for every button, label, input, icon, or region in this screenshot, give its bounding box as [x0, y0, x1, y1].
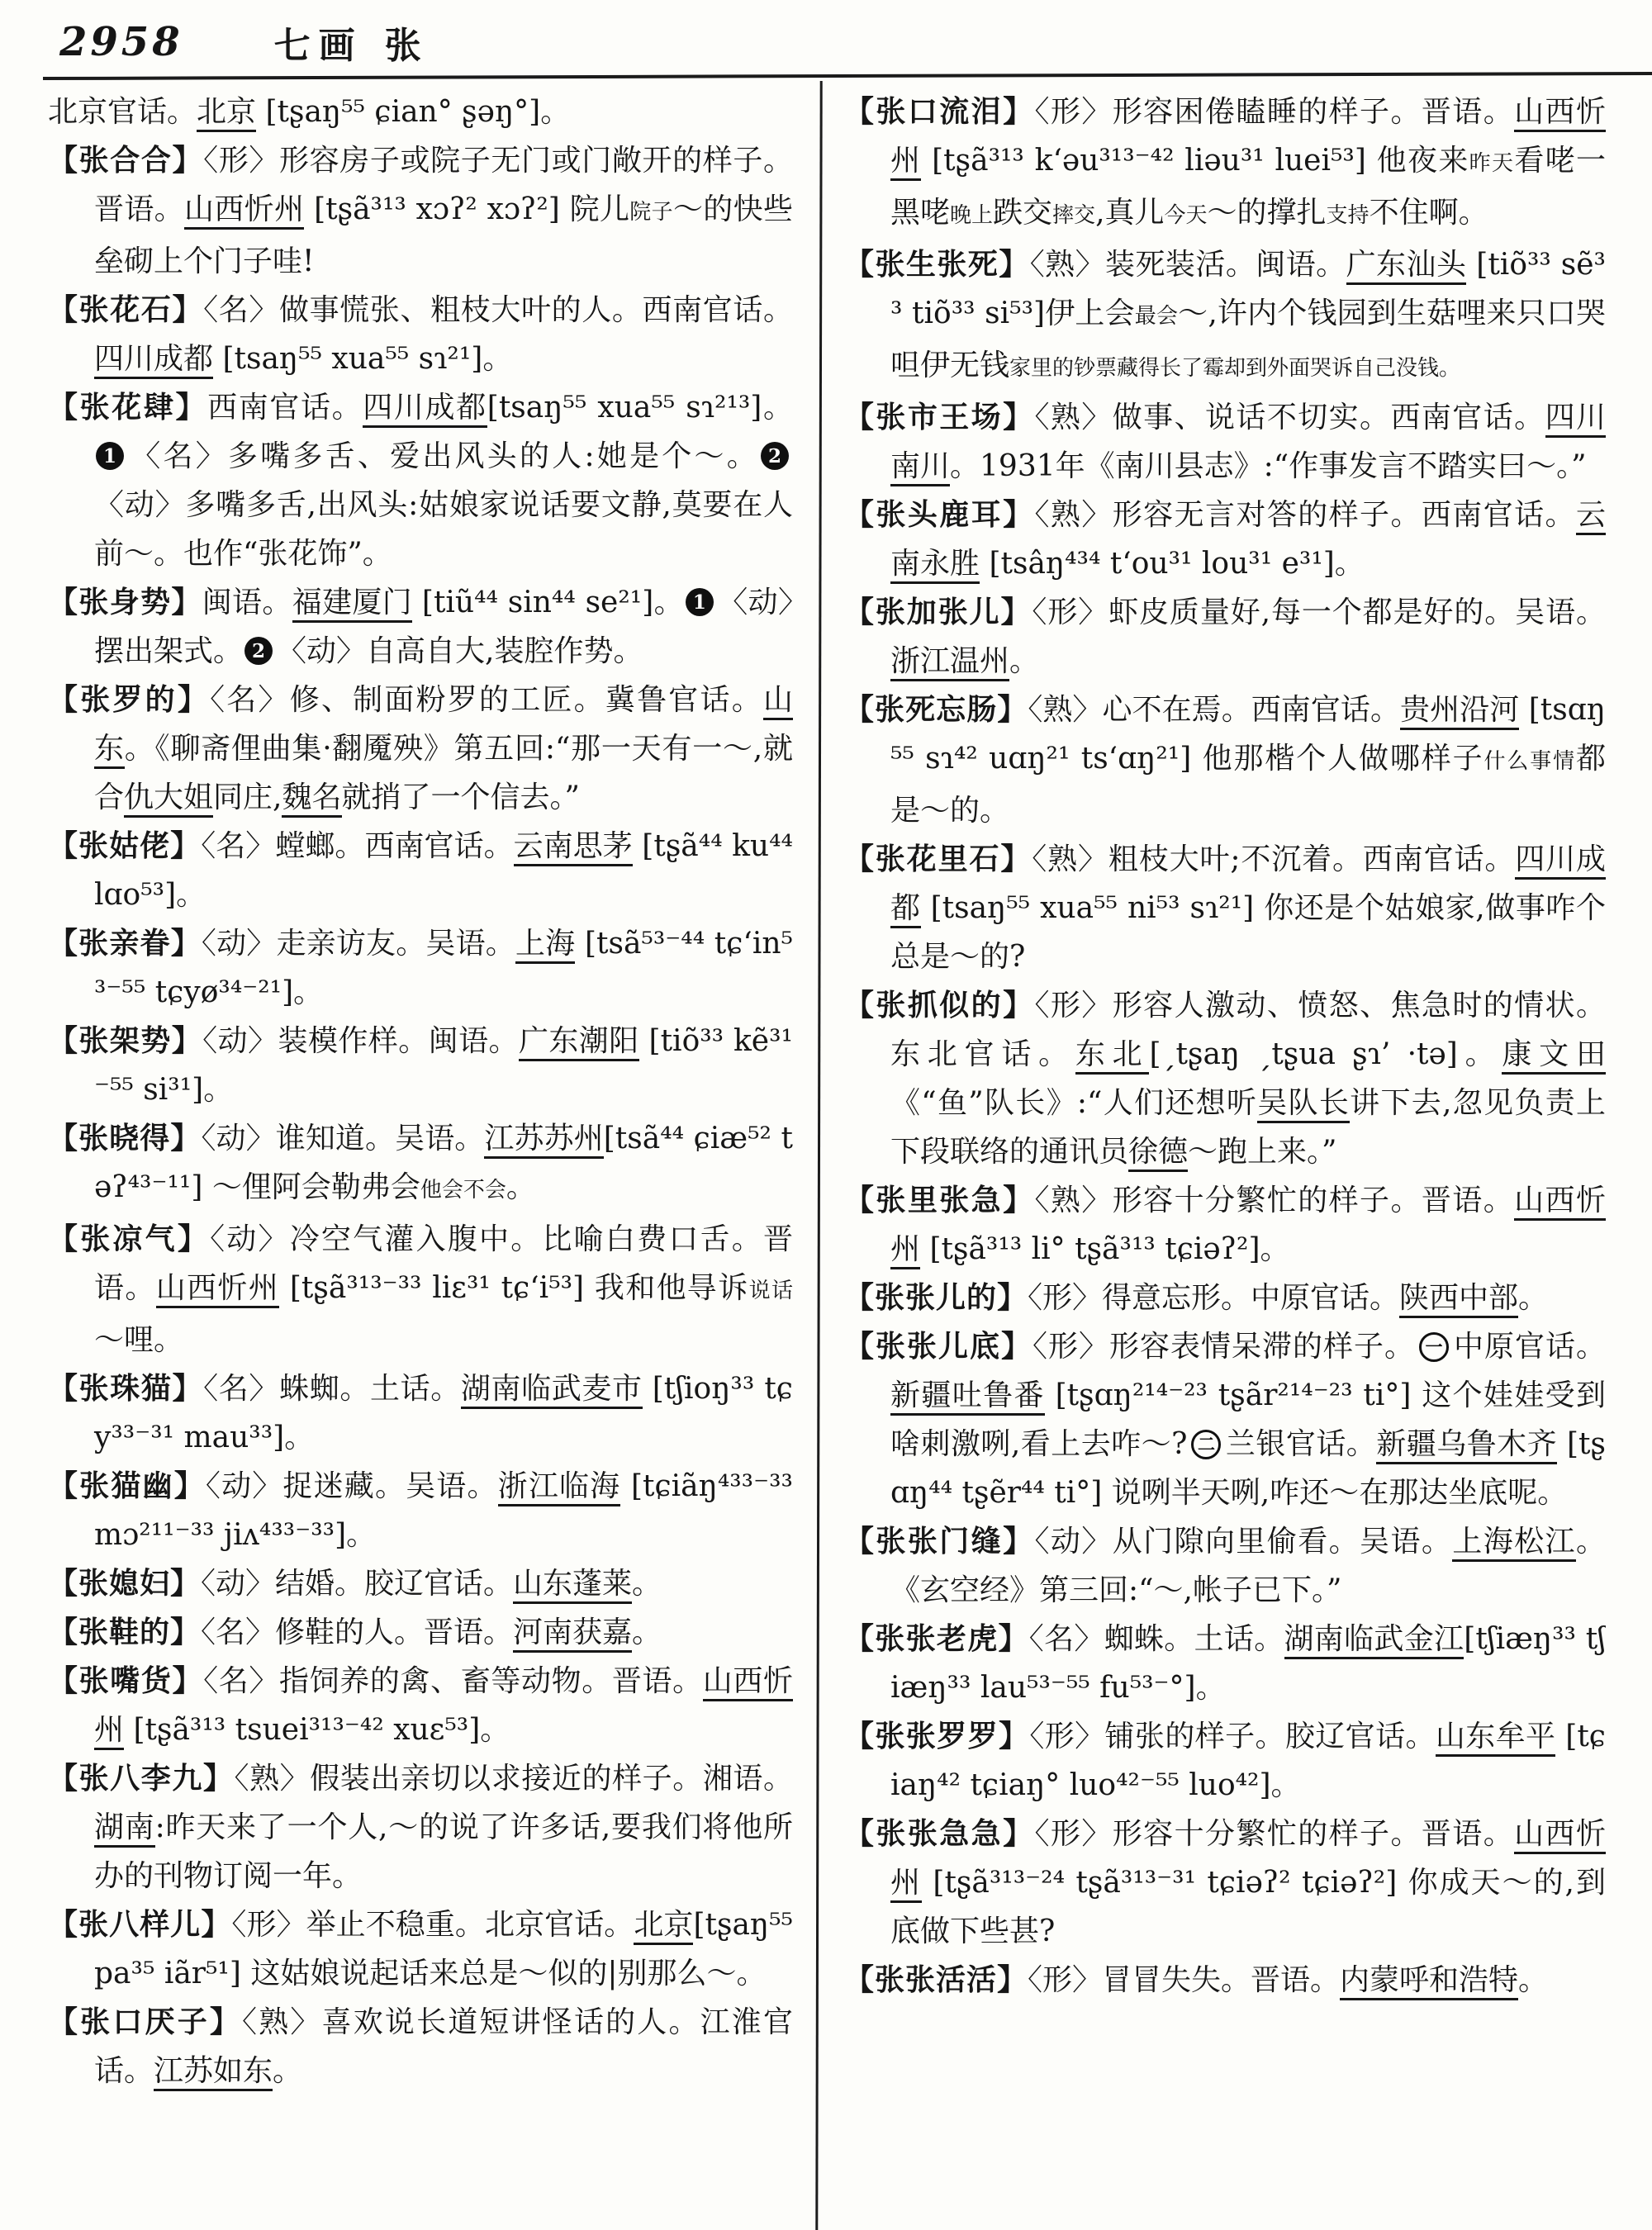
- entry-text: [tʂã³¹³ li° tʂã³¹³ tɕiəʔ²]。: [920, 1232, 1290, 1266]
- gloss-text: 他会不会: [420, 1178, 506, 1203]
- entry-text: 〈熟〉装死装活。闽语。: [1029, 248, 1346, 282]
- entry-text: [tʂã³¹³ xɔʔ² xɔʔ²] 院儿: [304, 192, 630, 226]
- place-name: 广东汕头: [1346, 248, 1467, 285]
- entry-headword: 【张珠猫】: [48, 1371, 204, 1406]
- gloss-text: 什么事情: [1483, 749, 1576, 774]
- dictionary-entry: [48, 1364, 793, 1462]
- place-name: 内蒙呼和浩特: [1340, 1963, 1518, 2000]
- place-name: 山西忻州: [890, 1184, 1606, 1269]
- dictionary-entry: [48, 1462, 793, 1559]
- dictionary-entry: [48, 1559, 793, 1608]
- place-name: 山东蓬莱: [513, 1567, 632, 1604]
- place-name: 湖南临武麦市: [461, 1372, 643, 1409]
- entry-headword: 【张张门缝】: [844, 1524, 1035, 1559]
- place-name: 东北: [1075, 1037, 1150, 1075]
- gloss-text: 最会: [1134, 304, 1179, 329]
- gloss-text: 摔交: [1052, 203, 1096, 228]
- entry-text: 〈动〉结婚。胶辽官话。: [201, 1567, 514, 1601]
- entry-text: [tʂɑŋ²¹⁴⁻²³ tʂãr²¹⁴⁻²³ ti°] 这个娃娃受到啥刺激咧,看上去咋～?: [890, 1378, 1606, 1461]
- dictionary-entry: [844, 835, 1606, 981]
- entry-headword: 【张张活活】: [844, 1962, 1028, 1997]
- entry-text: 〈形〉形容人激动、愤怒、焦急时的情状。东北官话。: [890, 989, 1606, 1071]
- entry-text: [tsaŋ⁵⁵ xua⁵⁵ sɿ²¹³]。: [487, 391, 793, 425]
- place-name: 湖南: [94, 1810, 155, 1848]
- entry-text: 都是～的。: [890, 742, 1606, 828]
- dictionary-entry: [48, 676, 793, 822]
- entry-text: [tʂã³¹³ tsuei³¹³⁻⁴² xuɛ⁵³]。: [124, 1713, 510, 1747]
- entry-text: ～哩。: [94, 1323, 184, 1357]
- entry-text: 〈形〉形容表情呆滞的样子。: [1032, 1330, 1415, 1364]
- right-column: [844, 88, 1606, 2230]
- entry-text: [tʂã³¹³⁻²⁴ tʂã³¹³⁻³¹ tɕiəʔ² tɕiəʔ²] 你成天～的,到底做下些甚?: [890, 1866, 1606, 1948]
- entry-text: 〈形〉形容困倦瞌睡的样子。晋语。: [1034, 95, 1515, 129]
- entry-text: [tʃiæŋ³³ tʃiæŋ³³ lau⁵³⁻⁵⁵ fu⁵³⁻°]。: [890, 1622, 1606, 1705]
- place-name: 康文田: [1502, 1037, 1606, 1075]
- entry-headword: 【张亲眷】: [48, 926, 202, 961]
- entry-text: 〈熟〉心不在焉。西南官话。: [1028, 693, 1401, 727]
- place-name: 浙江温州: [890, 644, 1009, 681]
- gloss-text: 今天: [1164, 203, 1208, 228]
- gloss-text: 院子: [629, 200, 673, 225]
- place-name: 山东牟平: [1436, 1720, 1556, 1757]
- sense-number: 2: [761, 442, 789, 470]
- entry-headword: 【张嘴货】: [48, 1663, 204, 1698]
- header-rule: [43, 72, 1652, 80]
- dictionary-entry: [844, 240, 1606, 393]
- entry-text: 〈名〉修、制面粉罗的工匠。冀鲁官话。: [210, 683, 763, 717]
- place-name: 江苏苏州: [484, 1122, 603, 1159]
- entry-text: ～跑上来。”: [1188, 1135, 1337, 1169]
- place-name: 山西忻州: [184, 192, 304, 230]
- dictionary-entry: [844, 686, 1606, 835]
- entry-text: ～,许内个钱园到生菇哩来只口哭呾伊无钱: [890, 297, 1606, 382]
- entry-headword: 【张花石】: [48, 292, 204, 327]
- entry-text: 同庄,: [213, 780, 282, 814]
- entry-headword: 【张八李九】: [48, 1761, 235, 1796]
- entry-text: 。: [1009, 644, 1040, 678]
- entry-headword: 【张市王场】: [844, 400, 1035, 434]
- left-column: [48, 88, 793, 2230]
- entry-text: 〈熟〉假装出亲切以求接近的样子。湘语。: [234, 1762, 793, 1796]
- place-name: 四川成都: [363, 391, 487, 428]
- entry-text: 〈形〉举止不稳重。北京官话。: [231, 1908, 634, 1942]
- dictionary-entry: [844, 1176, 1606, 1274]
- entry-text: 〈形〉形容十分繁忙的样子。晋语。: [1034, 1817, 1515, 1851]
- place-name: 贵州沿河: [1400, 693, 1519, 730]
- entry-headword: 【张架势】: [48, 1023, 203, 1058]
- entry-text: 〈动〉装模作样。闽语。: [202, 1024, 519, 1058]
- dictionary-entry: [844, 491, 1606, 588]
- dictionary-entry: [48, 286, 793, 383]
- place-name: 四川成都: [890, 842, 1606, 928]
- entry-text: 〈名〉多嘴多舌、爱出风头的人:她是个～。: [128, 439, 759, 473]
- entry-text: [tiõ³³ sẽ³³ tiõ³³ si⁵³]伊上会: [890, 248, 1606, 330]
- entry-text: [ˏtʂaŋ ˏtʂua ʂɿ’ ·tə]。: [1149, 1037, 1502, 1071]
- entry-text: 看咾一黑咾: [890, 144, 1606, 230]
- place-name: 云南思茅: [514, 829, 633, 866]
- entry-text: [tʂã³¹³⁻³³ liɛ³¹ tɕ‘i⁵³] 我和他㝵诉: [279, 1271, 749, 1305]
- entry-text: 〈动〉多嘴多舌,出风头:姑娘家说话要文静,莫要在人前～。也作“张花饰”。: [94, 488, 793, 571]
- gloss-text: 家里的钞票藏得长了霉却到外面哭诉自己没钱。: [1009, 356, 1461, 381]
- entry-text: 〈熟〉粗枝大叶;不沉着。西南官话。: [1032, 842, 1516, 876]
- entry-text: 就捎了一个信去。”: [341, 780, 580, 814]
- entry-text: 〈动〉摆出架式。: [94, 586, 793, 668]
- entry-headword: 【张里张急】: [844, 1183, 1035, 1217]
- entry-headword: 【张凉气】: [48, 1222, 211, 1256]
- sense-number: 1: [96, 442, 124, 470]
- place-name: 北京: [634, 1908, 693, 1945]
- sense-number: 2: [244, 637, 273, 665]
- entry-text: 〈名〉蜘蛛。土话。: [1028, 1622, 1284, 1656]
- entry-text: 〈名〉修鞋的人。晋语。: [201, 1616, 514, 1649]
- place-name: 四川成都: [94, 342, 213, 379]
- entry-text: 。1931年《南川县志》:“作事发言不踏实曰～。”: [950, 449, 1587, 483]
- entry-text: 〈熟〉形容十分繁忙的样子。晋语。: [1034, 1184, 1515, 1217]
- sense-number: 1: [686, 588, 714, 616]
- dictionary-entry: [844, 1712, 1606, 1810]
- dictionary-entry: [844, 88, 1606, 240]
- entry-text: [tsaŋ⁵⁵ xua⁵⁵ sɿ²¹]。: [213, 342, 513, 376]
- entry-text: 〈形〉冒冒失失。晋语。: [1028, 1963, 1341, 1997]
- entry-text: [tʂã³¹³ k‘əu³¹³⁻⁴² liəu³¹ luei⁵³] 他夜来: [921, 144, 1469, 178]
- entry-text: 北京官话。: [48, 95, 197, 129]
- entry-text: 西南官话。: [207, 391, 363, 425]
- place-name: 上海松江: [1452, 1525, 1576, 1562]
- dictionary-entry: [844, 1810, 1606, 1956]
- dictionary-entry: [844, 981, 1606, 1176]
- place-name: 山西忻州: [156, 1271, 279, 1308]
- place-name: 山东: [94, 683, 793, 769]
- subsense-number: 一: [1419, 1332, 1449, 1362]
- entry-text: 〈名〉蛛蜘。土话。: [203, 1372, 461, 1406]
- gloss-text: 晚上: [950, 203, 994, 228]
- entry-text: 。《玄空经》第三回:“～,帐子已下。”: [890, 1525, 1606, 1607]
- place-name: 山西忻州: [890, 95, 1606, 181]
- entry-headword: 【张口流泪】: [844, 94, 1035, 129]
- entry-text: [tʂã⁴⁴ ku⁴⁴ lɑo⁵³]。: [94, 829, 793, 912]
- dictionary-entry: [48, 1215, 793, 1364]
- place-name: 北京: [197, 95, 256, 132]
- entry-text: 〈熟〉做事、说话不切实。西南官话。: [1034, 401, 1545, 434]
- entry-text: 〈形〉形容房子或院子无门或门敞开的样子。晋语。: [94, 144, 793, 226]
- place-name: 新疆吐鲁番: [890, 1378, 1045, 1416]
- entry-text: ～的撑扎: [1207, 196, 1327, 230]
- entry-text: [tʂaŋ⁵⁵ ɕian° ʂəŋ°]。: [256, 95, 571, 129]
- place-name: 云南永胜: [890, 498, 1606, 584]
- entry-headword: 【张加张儿】: [844, 595, 1032, 629]
- entry-text: 不住啊。: [1369, 196, 1488, 230]
- entry-text: [tsɑŋ⁵⁵ sɿ⁴² uɑŋ²¹ ts‘ɑŋ²¹] 他那楷个人做哪样子: [890, 693, 1606, 776]
- place-name: 魏名: [282, 780, 341, 818]
- dictionary-entry: [48, 919, 793, 1017]
- dictionary-entry: [844, 1517, 1606, 1615]
- place-name: 湖南临武金江: [1284, 1622, 1464, 1659]
- place-name: 山西忻州: [94, 1664, 793, 1750]
- dictionary-entry: [48, 383, 793, 578]
- place-name: 福建厦门: [292, 586, 412, 623]
- subsense-number: 二: [1191, 1430, 1221, 1459]
- entry-headword: 【张抓似的】: [844, 988, 1035, 1022]
- dictionary-entry: [844, 1956, 1606, 2005]
- entry-text: 中原官话。: [1452, 1330, 1606, 1364]
- entry-headword: 【张合合】: [48, 143, 204, 178]
- place-name: 山西忻州: [890, 1817, 1606, 1903]
- entry-text: [tɕiãŋ⁴³³⁻³³ mɔ²¹¹⁻³³ jiʌ⁴³³⁻³³]。: [94, 1469, 793, 1552]
- gloss-text: 昨天: [1469, 151, 1515, 176]
- entry-text: ,真儿: [1095, 196, 1165, 230]
- dictionary-entry: [48, 1608, 793, 1657]
- dictionary-entry: [844, 393, 1606, 491]
- entry-text: [tsaŋ⁵⁵ xua⁵⁵ ni⁵³ sɿ²¹] 你还是个姑娘家,做事咋个总是～的?: [890, 891, 1606, 974]
- entry-text: ～的快些垒砌上个门子哇!: [94, 192, 793, 278]
- entry-headword: 【张口厌子】: [48, 2005, 243, 2039]
- entry-headword: 【张死忘肠】: [844, 692, 1028, 727]
- dictionary-entry: [48, 88, 793, 136]
- place-name: 上海: [515, 927, 575, 964]
- entry-text: 〈动〉冷空气灌入腹中。比喻白费口舌。晋语。: [94, 1222, 793, 1305]
- entry-headword: 【张鞋的】: [48, 1615, 202, 1649]
- entry-headword: 【张猫幽】: [48, 1468, 206, 1503]
- dictionary-entry: [48, 1657, 793, 1754]
- entry-text: [tsã⁵³⁻⁴⁴ tɕ‘in⁵³⁻⁵⁵ tɕyø³⁴⁻²¹]。: [94, 927, 793, 1009]
- entry-text: 。: [632, 1616, 662, 1649]
- entry-text: [tʂɑŋ⁴⁴ tʂẽr⁴⁴ ti°] 说咧半天咧,咋还～在那达坐底呢。: [890, 1427, 1606, 1510]
- dictionary-entry: [48, 1017, 793, 1114]
- entry-text: 。: [1518, 1963, 1549, 1997]
- section-title: 七画: [273, 25, 363, 67]
- entry-text: 〈名〉指饲养的禽、畜等动物。晋语。: [203, 1664, 703, 1698]
- entry-text: 跌交: [993, 196, 1053, 230]
- entry-text: [tsã⁴⁴ ɕiæ⁵² təʔ⁴³⁻¹¹] ～俚阿会勒弗会: [94, 1122, 793, 1204]
- place-name: 江苏如东: [154, 2054, 273, 2091]
- entry-headword: 【张晓得】: [48, 1121, 202, 1155]
- dictionary-entry: [48, 578, 793, 676]
- entry-text: 。: [506, 1170, 536, 1204]
- entry-text: [tiũ⁴⁴ sin⁴⁴ se²¹]。: [412, 586, 684, 619]
- dictionary-entry: [844, 1322, 1606, 1517]
- place-name: 徐德: [1128, 1135, 1188, 1172]
- section-character: 张: [384, 25, 421, 67]
- place-name: 陕西中部: [1399, 1281, 1518, 1318]
- entry-text: 〈形〉铺张的样子。胶辽官话。: [1029, 1720, 1436, 1753]
- entry-text: 〈动〉走亲访友。吴语。: [201, 927, 515, 961]
- gloss-text: 说话: [748, 1279, 793, 1303]
- dictionary-entry: [48, 136, 793, 286]
- entry-text: 兰银官话。: [1225, 1427, 1377, 1461]
- entry-text: 。: [632, 1567, 662, 1601]
- place-name: 仇大姐: [124, 780, 213, 818]
- dictionary-entry: [844, 588, 1606, 686]
- place-name: 吴队长: [1257, 1086, 1350, 1123]
- dictionary-entry: [844, 1274, 1606, 1322]
- entry-text: :昨天来了一个人,～的说了许多话,要我们将他所办的刊物订阅一年。: [94, 1810, 793, 1893]
- place-name: 浙江临海: [498, 1469, 621, 1506]
- entry-text: 〈动〉从门隙向里偷看。吴语。: [1034, 1525, 1453, 1559]
- entry-headword: 【张罗的】: [48, 682, 211, 717]
- place-name: 河南获嘉: [513, 1616, 632, 1653]
- entry-text: 〈熟〉形容无言对答的样子。西南官话。: [1034, 498, 1576, 532]
- entry-text: [tiõ³³ kẽ³¹⁻⁵⁵ si³¹]。: [94, 1024, 793, 1107]
- gloss-text: 支持: [1326, 203, 1370, 228]
- dictionary-entry: [48, 822, 793, 919]
- place-name: 新疆乌鲁木齐: [1376, 1427, 1557, 1464]
- place-name: 广东潮阳: [519, 1024, 639, 1061]
- page-number: 2958: [59, 19, 183, 65]
- entry-headword: 【张张老虎】: [844, 1621, 1029, 1656]
- page-header: [59, 15, 421, 69]
- dictionary-entry: [48, 1754, 793, 1900]
- entry-headword: 【张花肆】: [48, 390, 208, 425]
- entry-headword: 【张生张死】: [844, 247, 1030, 282]
- entry-text: 〈形〉得意忘形。中原官话。: [1028, 1281, 1400, 1315]
- entry-text: [tʃioŋ³³ tɕy³³⁻³¹ mau³³]。: [94, 1372, 793, 1454]
- entry-text: 〈名〉做事慌张、粗枝大叶的人。西南官话。: [203, 293, 793, 327]
- entry-headword: 【张媳妇】: [48, 1566, 202, 1601]
- entry-text: [tʂaŋ⁵⁵ pa³⁵ iãr⁵¹] 这姑娘说起话来总是～似的|别那么～。: [94, 1908, 793, 1990]
- entry-text: 《“鱼”队长》:“人们还想听: [890, 1086, 1258, 1120]
- entry-text: [tɕiaŋ⁴² tɕiaŋ° luo⁴²⁻⁵⁵ luo⁴²]。: [890, 1720, 1606, 1802]
- column-divider: [815, 81, 822, 2230]
- entry-headword: 【张花里石】: [844, 842, 1032, 876]
- entry-headword: 【张头鹿耳】: [844, 497, 1035, 532]
- entry-headword: 【张身势】: [48, 585, 202, 619]
- entry-text: 。: [1518, 1281, 1549, 1315]
- entry-headword: 【张张罗罗】: [844, 1719, 1030, 1753]
- dictionary-entry: [48, 1998, 793, 2095]
- entry-text: 〈动〉谁知道。吴语。: [201, 1122, 485, 1155]
- entry-text: 〈动〉捉迷藏。吴语。: [205, 1469, 498, 1503]
- entry-text: 〈动〉自高自大,装腔作势。: [277, 634, 643, 668]
- entry-headword: 【张张儿底】: [844, 1329, 1032, 1364]
- entry-text: 。: [273, 2054, 303, 2088]
- dictionary-entry: [844, 1615, 1606, 1712]
- entry-text: 讲下去,忽见负责上下段联络的通讯员: [890, 1086, 1606, 1169]
- entry-text: 〈名〉螳螂。西南官话。: [201, 829, 514, 863]
- entry-text: 。《聊斋俚曲集·翻魇殃》第五回:“那一天有一～,就合: [94, 732, 793, 814]
- entry-headword: 【张张急急】: [844, 1816, 1035, 1851]
- entry-headword: 【张张儿的】: [844, 1280, 1028, 1315]
- entry-text: 〈熟〉喜欢说长道短讲怪话的人。江淮官话。: [94, 2005, 793, 2088]
- entry-text: 〈形〉虾皮质量好,每一个都是好的。吴语。: [1032, 595, 1606, 629]
- entry-text: 闽语。: [202, 586, 292, 619]
- dictionary-entry: [48, 1900, 793, 1998]
- dictionary-entry: [48, 1114, 793, 1215]
- entry-text: [tsâŋ⁴³⁴ t‘ou³¹ lou³¹ e³¹]。: [980, 547, 1365, 581]
- entry-headword: 【张姑佬】: [48, 828, 202, 863]
- place-name: 四川南川: [890, 401, 1606, 486]
- entry-headword: 【张八样儿】: [48, 1907, 232, 1942]
